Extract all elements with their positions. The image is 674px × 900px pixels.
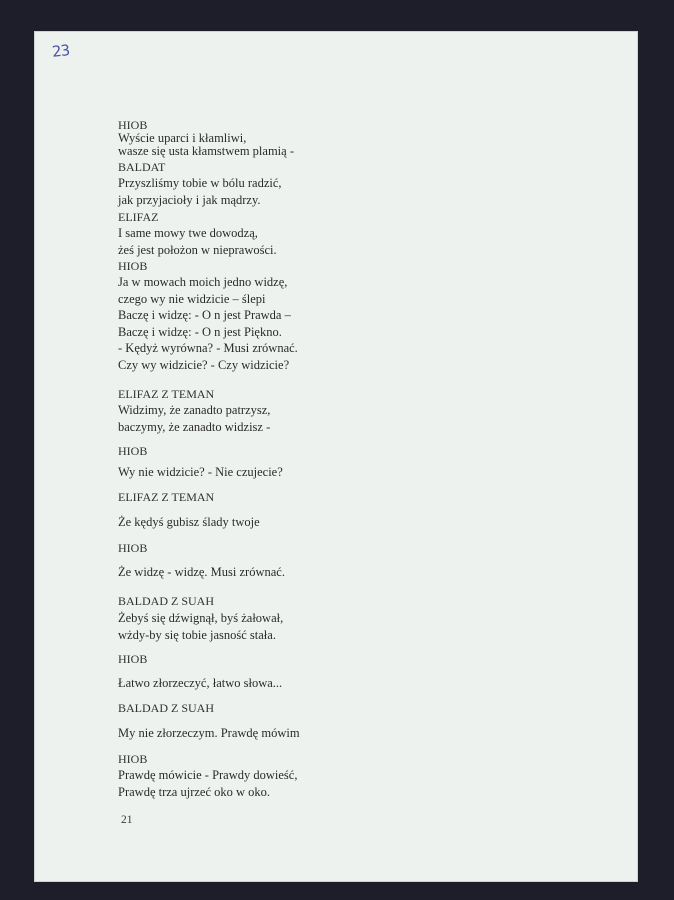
verse-line: żeś jest położon w nieprawości. [118, 243, 277, 257]
verse-line: jak przyjacioły i jak mądrzy. [118, 193, 261, 207]
page-number: 21 [121, 814, 133, 826]
verse-line: Wy nie widzicie? - Nie czujecie? [118, 465, 283, 479]
verse-line: Przyszliśmy tobie w bólu radzić, [118, 176, 282, 190]
verse-line: Że widzę - widzę. Musi zrównać. [118, 565, 285, 579]
speaker-name: HIOB [118, 541, 148, 555]
verse-line: Prawdę trza ujrzeć oko w oko. [118, 785, 271, 799]
verse-line: Czy wy widzicie? - Czy widzicie? [118, 358, 290, 372]
verse-line: Baczę i widzę: - O n jest Piękno. [118, 325, 282, 339]
verse-line: Łatwo złorzeczyć, łatwo słowa... [118, 676, 283, 690]
handwritten-page-mark: 23 [51, 41, 70, 61]
speaker-name: HIOB [118, 118, 148, 132]
verse-line: wżdy-by się tobie jasność stała. [118, 628, 276, 642]
verse-line: Prawdę mówicie - Prawdy dowieść, [118, 768, 298, 782]
verse-line: My nie złorzeczym. Prawdę mówim [118, 726, 300, 740]
speaker-name: HIOB [118, 444, 148, 458]
speaker-name: ELIFAZ [118, 210, 159, 224]
speaker-name: HIOB [118, 259, 148, 273]
verse-line: Ja w mowach moich jedno widzę, [118, 275, 288, 289]
speaker-name: HIOB [118, 752, 148, 766]
verse-line: czego wy nie widzicie – ślepi [118, 292, 266, 306]
speaker-name: BALDAD Z SUAH [118, 701, 214, 715]
verse-line: I same mowy twe dowodzą, [118, 226, 258, 240]
verse-line: Baczę i widzę: - O n jest Prawda – [118, 308, 291, 322]
verse-line: Że kędyś gubisz ślady twoje [118, 515, 260, 529]
verse-line: - Kędyż wyrówna? - Musi zrównać. [118, 341, 298, 355]
verse-line: wasze się usta kłamstwem plamią - [118, 144, 294, 158]
document-page [34, 31, 638, 882]
speaker-name: BALDAD Z SUAH [118, 594, 214, 608]
speaker-name: BALDAT [118, 160, 166, 174]
verse-line: baczymy, że zanadto widzisz - [118, 420, 271, 434]
verse-line: Wyście uparci i kłamliwi, [118, 131, 247, 145]
verse-line: Widzimy, że zanadto patrzysz, [118, 403, 271, 417]
verse-line: Żebyś się dźwignął, byś żałował, [118, 611, 284, 625]
speaker-name: ELIFAZ Z TEMAN [118, 490, 215, 504]
speaker-name: HIOB [118, 652, 148, 666]
speaker-name: ELIFAZ Z TEMAN [118, 387, 215, 401]
